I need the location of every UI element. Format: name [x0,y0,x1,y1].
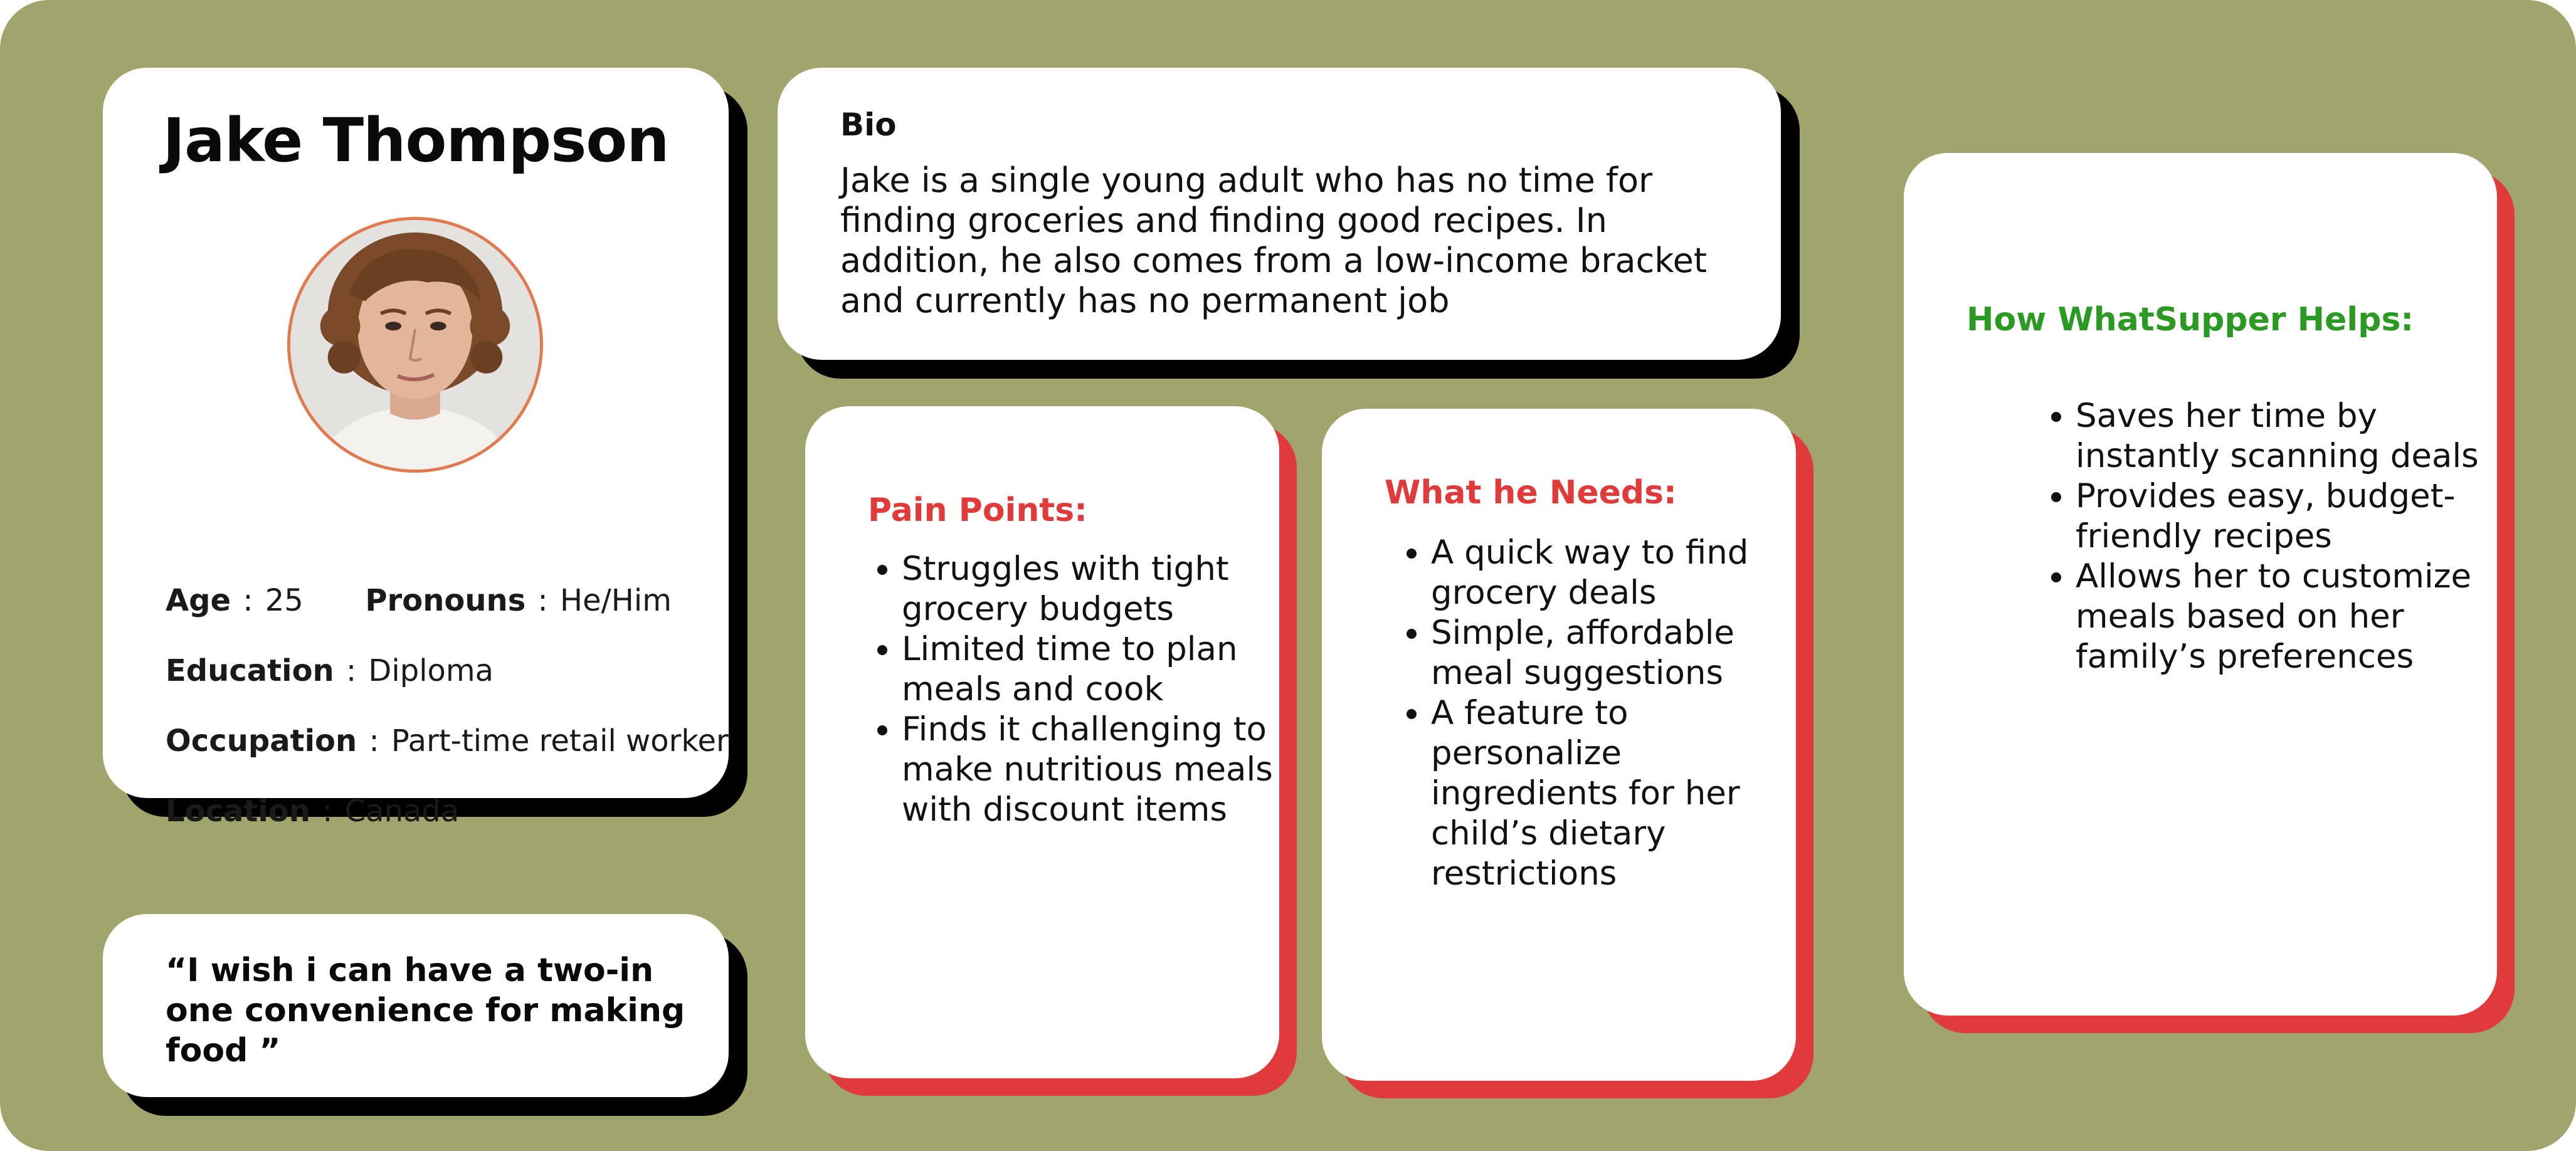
needs-list [1397,533,1782,894]
education-value: Diploma [368,653,494,688]
bio-title: Bio [840,107,897,143]
helps-card [1904,153,2497,1016]
persona-name: Jake Thompson [162,105,669,176]
occupation-value: Part-time retail worker [391,723,729,759]
list-item: • Simple, affordable meal suggestions [1431,613,1782,693]
list-item: • Finds it challenging to make nutritious meals with discount items [902,710,1278,830]
bio-card [778,68,1781,360]
separator: : [537,583,548,618]
pronouns-label: Pronouns [365,583,526,618]
education-row [166,653,494,688]
education-label: Education [166,653,334,688]
needs-card [1322,409,1796,1081]
list-item: • Provides easy, budget-friendly recipes [2076,476,2489,557]
pain-points-list [868,549,1278,830]
quote-card [103,914,729,1097]
separator: : [369,723,379,759]
location-value: Canada [344,794,460,829]
list-item: • A quick way to find grocery deals [1431,533,1782,613]
list-item: • A feature to personalize ingredients for her child’s dietary restrictions [1431,693,1782,894]
age-value: 25 [265,583,304,618]
occupation-label: Occupation [166,723,357,759]
list-item: • Allows her to customize meals based on her family’s preferences [2076,557,2489,677]
portrait-photo-icon [290,220,540,470]
occupation-row [166,723,729,759]
pain-points-card [805,406,1279,1078]
separator: : [243,583,253,618]
helps-list [2042,396,2489,677]
needs-title: What he Needs: [1385,474,1677,512]
location-row [166,794,459,829]
list-item: • Saves her time by instantly scanning deals [2076,396,2489,476]
list-item: • Limited time to plan meals and cook [902,629,1278,710]
profile-card [103,68,729,829]
list-item: • Struggles with tight grocery budgets [902,549,1278,629]
age-pronouns-row [166,583,672,618]
age-label: Age [166,583,231,618]
pronouns-value: He/Him [559,583,672,618]
location-label: Location [166,794,310,829]
separator: : [346,653,357,688]
avatar [287,217,543,473]
separator: : [322,794,333,829]
pain-points-title: Pain Points: [868,491,1088,529]
bio-text: Jake is a single young adult who has no time for finding groceries and finding good recipes. In addition, he also comes from a low-income bracket and currently has no permanent job [840,160,1708,320]
helps-title: How WhatSupper Helps: [1966,301,2414,339]
persona-quote: “I wish i can have a two-in one convenience for making food ” [166,952,685,1070]
